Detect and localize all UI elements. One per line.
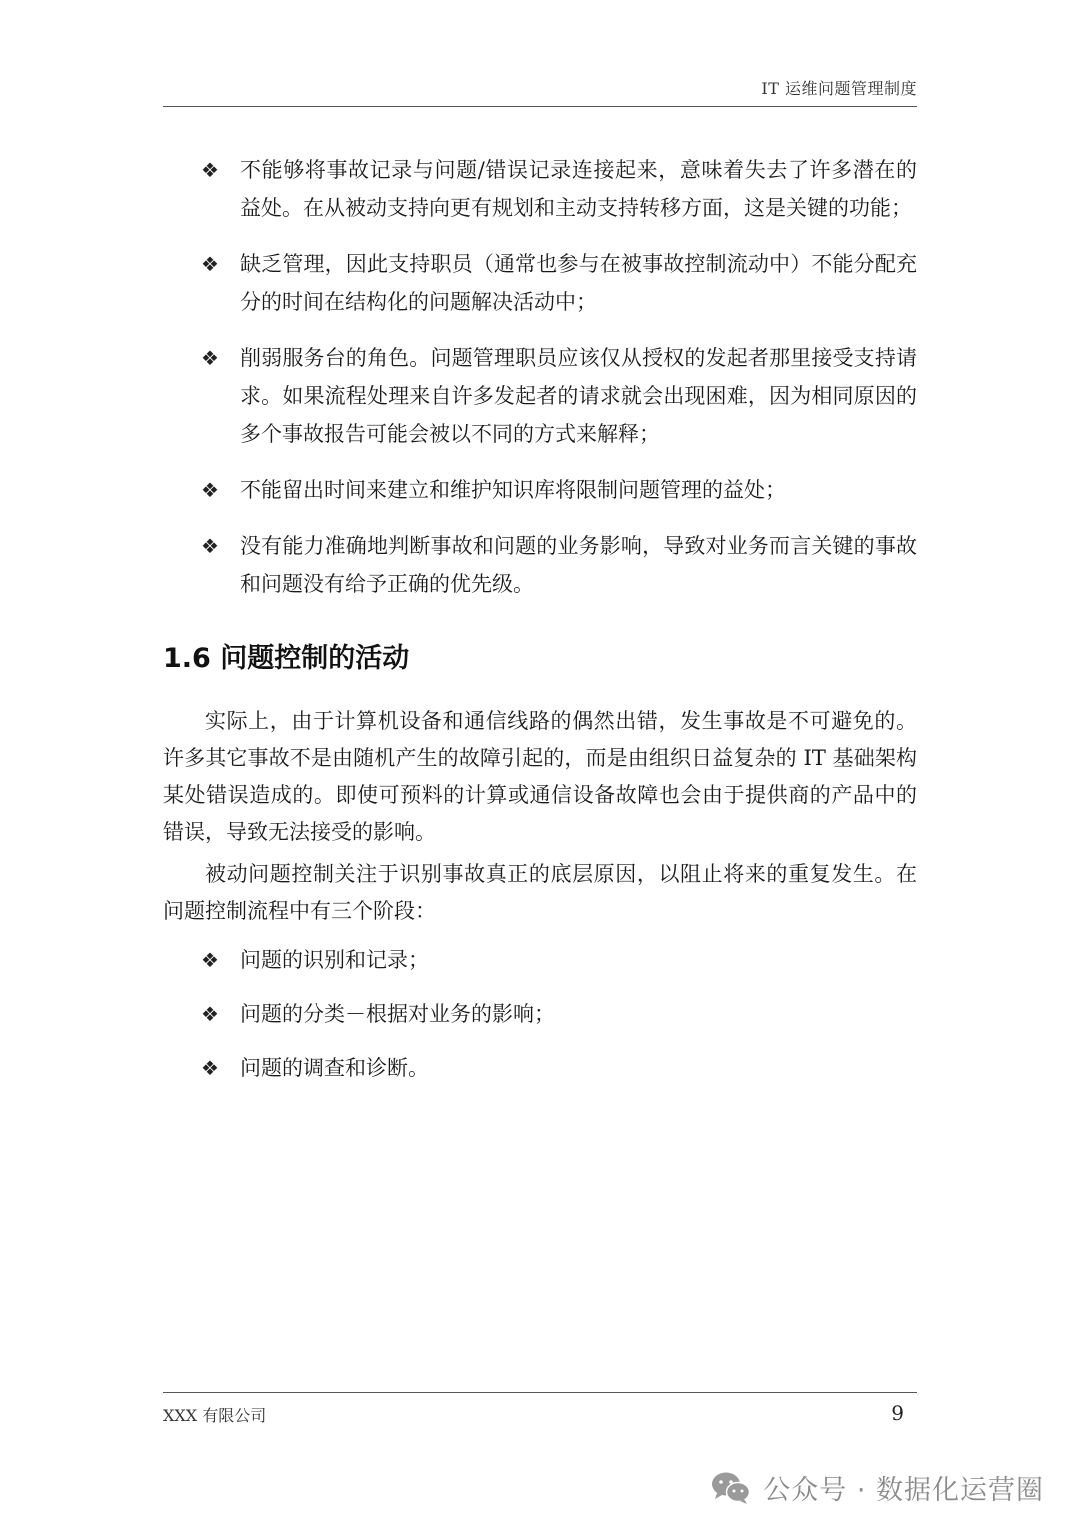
diamond-bullet-icon: ❖ bbox=[201, 252, 219, 276]
diamond-bullet-icon: ❖ bbox=[201, 158, 219, 182]
body-paragraph: 被动问题控制关注于识别事故真正的底层原因，以阻止将来的重复发生。在问题控制流程中有三个阶段： bbox=[163, 862, 917, 923]
watermark bbox=[711, 1468, 1044, 1507]
list-item-text: 没有能力准确地判断事故和问题的业务影响，导致对业务而言关键的事故和问题没有给予正确的优先级。 bbox=[240, 534, 917, 596]
footer-company: XXX 有限公司 bbox=[163, 1406, 267, 1425]
list-item-text: 问题的调查和诊断。 bbox=[240, 1056, 429, 1080]
list-item bbox=[163, 471, 917, 509]
list-item bbox=[163, 995, 917, 1033]
wechat-icon bbox=[711, 1471, 751, 1505]
footer-divider bbox=[163, 1392, 917, 1393]
page-number: 9 bbox=[891, 1401, 904, 1425]
diamond-bullet-icon: ❖ bbox=[201, 346, 219, 370]
bullet-list-top bbox=[163, 151, 917, 603]
body-paragraph: 实际上，由于计算机设备和通信线路的偶然出错，发生事故是不可避免的。许多其它事故不是由随机产生的故障引起的，而是由组织日益复杂的 IT 基础架构某处错误造成的。即使可预料的计算或通信设备故障也会由于提供商的产品中的错误，导致无法接受的影响。 bbox=[163, 709, 917, 844]
list-item-text: 不能留出时间来建立和维护知识库将限制问题管理的益处； bbox=[240, 478, 786, 502]
section-heading: 1.6 问题控制的活动 bbox=[163, 643, 410, 674]
list-item bbox=[163, 941, 917, 979]
diamond-bullet-icon: ❖ bbox=[201, 1056, 219, 1080]
header-divider bbox=[163, 106, 917, 107]
list-item bbox=[163, 527, 917, 603]
bullet-list-bottom bbox=[163, 941, 917, 1087]
list-item bbox=[163, 245, 917, 321]
list-item-text: 问题的识别和记录； bbox=[240, 948, 429, 972]
diamond-bullet-icon: ❖ bbox=[201, 478, 219, 502]
list-item-text: 削弱服务台的角色。问题管理职员应该仅从授权的发起者那里接受支持请求。如果流程处理来自许多发起者的请求就会出现困难，因为相同原因的多个事故报告可能会被以不同的方式来解释； bbox=[240, 346, 917, 446]
header-title: IT 运维问题管理制度 bbox=[761, 79, 917, 98]
list-item bbox=[163, 1049, 917, 1087]
list-item-text: 问题的分类－根据对业务的影响； bbox=[240, 1002, 555, 1026]
diamond-bullet-icon: ❖ bbox=[201, 534, 219, 558]
watermark-text: 公众号 · 数据化运营圈 bbox=[763, 1475, 1044, 1506]
list-item bbox=[163, 339, 917, 453]
list-item-text: 缺乏管理，因此支持职员（通常也参与在被事故控制流动中）不能分配充分的时间在结构化的问题解决活动中； bbox=[240, 252, 917, 314]
diamond-bullet-icon: ❖ bbox=[201, 948, 219, 972]
list-item-text: 不能够将事故记录与问题/错误记录连接起来，意味着失去了许多潜在的益处。在从被动支持向更有规划和主动支持转移方面，这是关键的功能； bbox=[240, 158, 917, 220]
diamond-bullet-icon: ❖ bbox=[201, 1002, 219, 1026]
list-item bbox=[163, 151, 917, 227]
